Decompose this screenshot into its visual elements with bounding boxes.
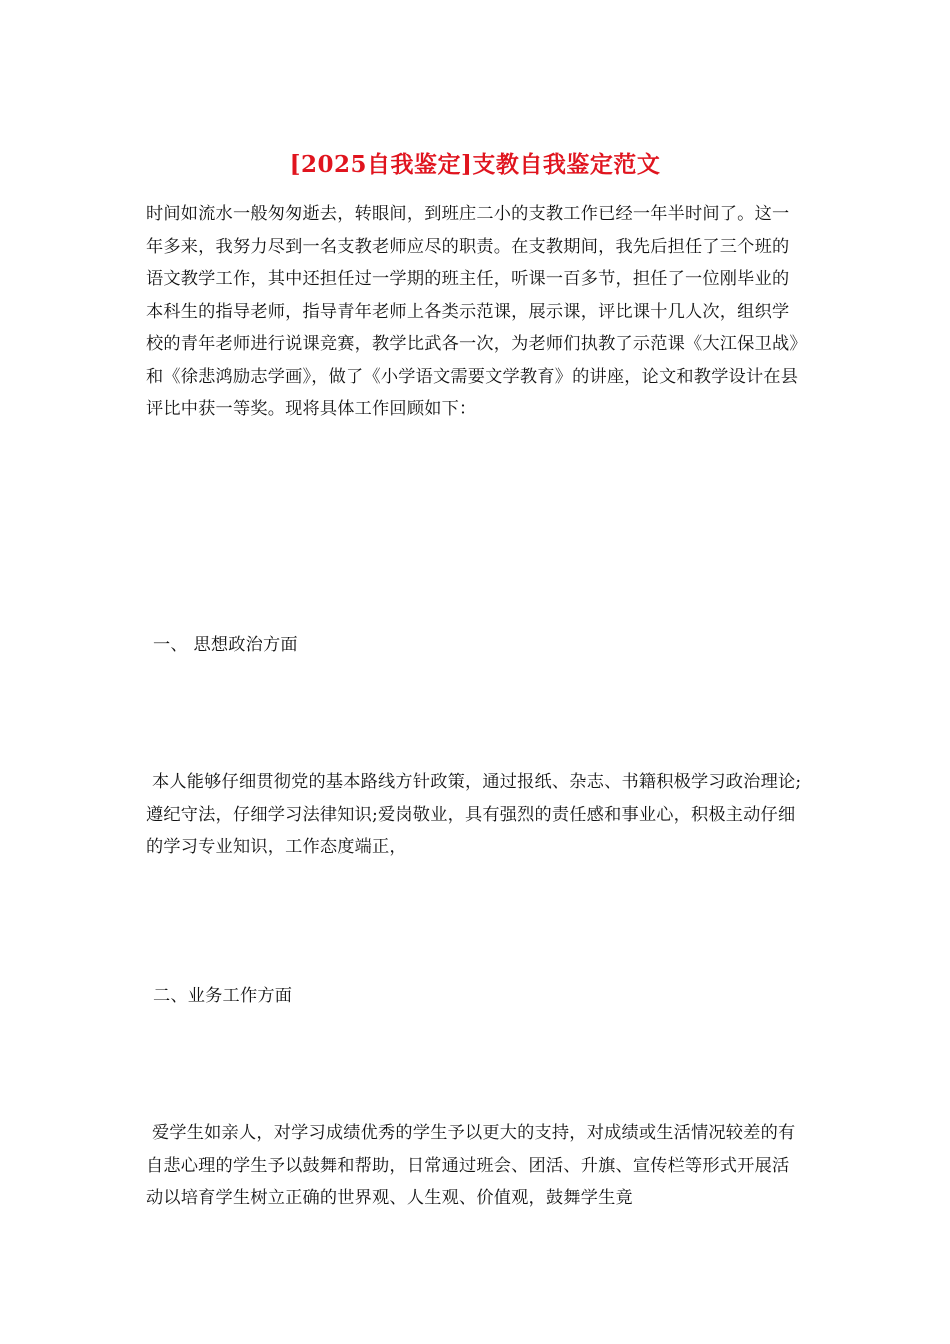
section-heading-2: 二、业务工作方面 <box>153 986 293 1006</box>
section-body-1: 本人能够仔细贯彻党的基本路线方针政策，通过报纸、杂志、书籍积极学习政治理论;遵纪守法，仔细学习法律知识;爱岗敬业，具有强烈的责任感和事业心，积极主动仔细的学习专业知识，工作态度端正， <box>146 772 802 857</box>
document-title: [2025自我鉴定]支教自我鉴定范文 <box>289 151 661 178</box>
section-body-2: 爱学生如亲人，对学习成绩优秀的学生予以更大的支持，对成绩或生活情况较差的有自悲心理的学生予以鼓舞和帮助，日常通过班会、团活、升旗、宣传栏等形式开展活动以培育学生树立正确的世界观、人生观、价值观，鼓舞学生竟 <box>146 1123 796 1208</box>
section-heading-1: 一、 思想政治方面 <box>153 635 298 655</box>
intro-paragraph: 时间如流水一般匆匆逝去，转眼间，到班庄二小的支教工作已经一年半时间了。这一年多来，我努力尽到一名支教老师应尽的职责。在支教期间，我先后担任了三个班的语文教学工作，其中还担任过一学期的班主任，听课一百多节，担任了一位刚毕业的本科生的指导老师，指导青年老师上各类示范课，展示课，评比课十几人次，组织学校的青年老师进行说课竞赛，教学比武各一次，为老师们执教了示范课《大江保卫战》和《徐悲鸿励志学画》，做了《小学语文需要文学教育》的讲座，论文和教学设计在县评比中获一等奖。现将具体工作回顾如下： <box>146 204 799 419</box>
